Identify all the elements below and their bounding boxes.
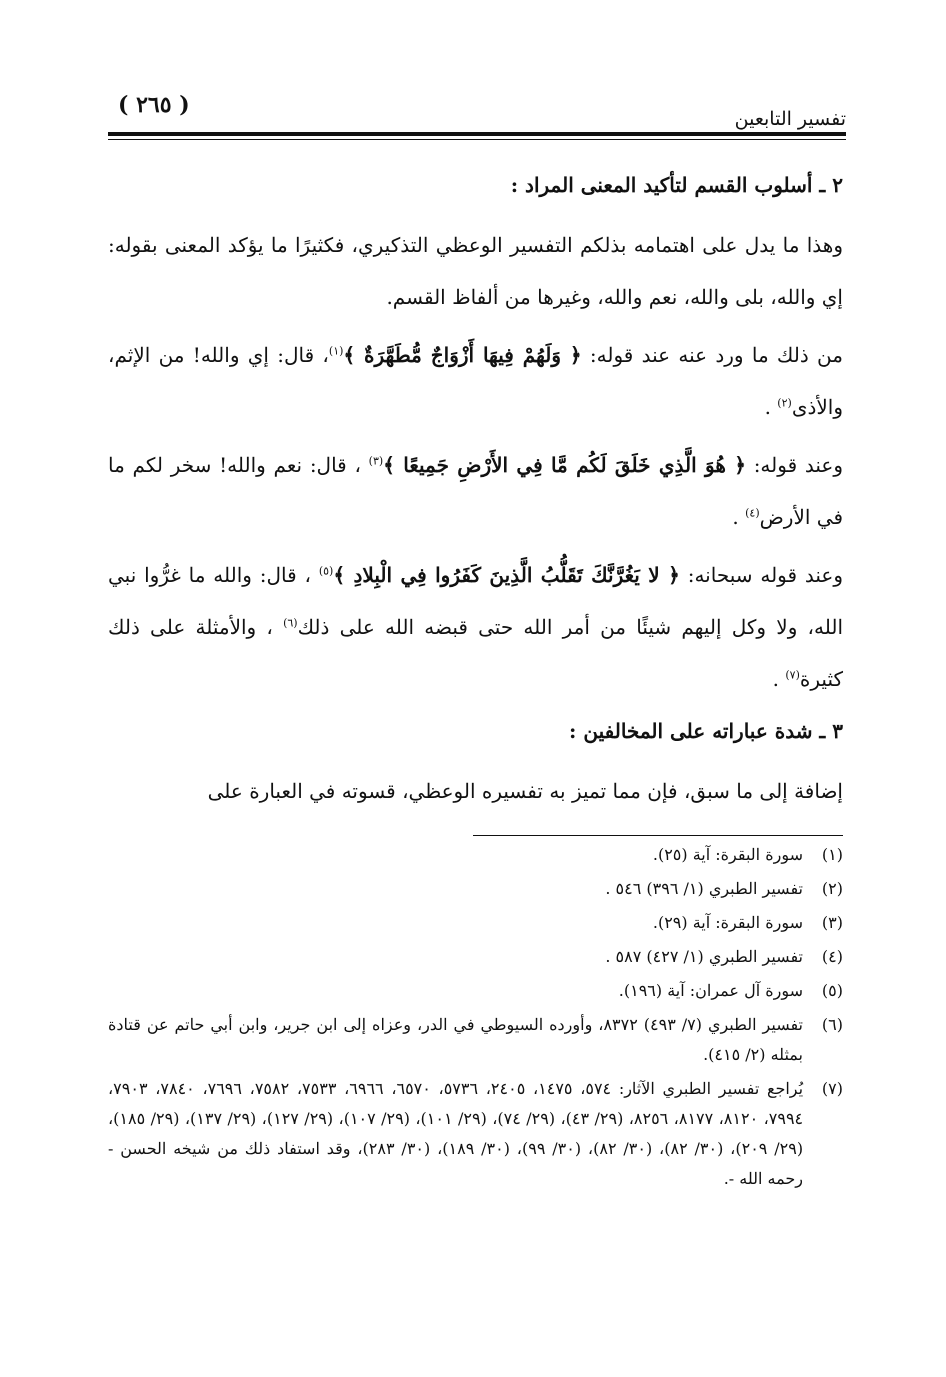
footnote-ref: (٣): [368, 454, 384, 468]
footnote-number: (٢): [821, 879, 843, 898]
footnote: [108, 942, 843, 972]
paragraph-4-lead: وعند قوله سبحانه:: [687, 563, 844, 587]
footnote-number: (٤): [821, 947, 843, 966]
section-heading-2: ٢ ـ أسلوب القسم لتأكيد المعنى المراد :: [510, 173, 843, 197]
paragraph-3-lead: وعند قوله:: [753, 453, 843, 477]
footnote-text: تفسير الطبري (١/ ٣٩٦) ٥٤٦ .: [605, 879, 803, 898]
footnote-ref: (٢): [777, 396, 792, 410]
paragraph-4-text-2: ، والأمثلة على ذلك كثيرة: [108, 615, 843, 691]
footnote: [108, 840, 843, 870]
paragraph-5: إضافة إلى ما سبق، فإن مما تميز به تفسيره الوعظي، قسوته في العبارة على: [207, 779, 843, 803]
footnote: [108, 874, 843, 904]
footnote-text: سورة البقرة: آية (٢٥).: [652, 845, 803, 864]
header-rule: [108, 132, 846, 136]
footnotes: [108, 840, 843, 1198]
footnote-number: (١): [821, 845, 843, 864]
footnote-rule: [473, 835, 843, 836]
footnote-ref: (٤): [745, 506, 760, 520]
footnote-text: سورة آل عمران: آية (١٩٦).: [618, 981, 803, 1000]
footnote-number: (٦): [821, 1015, 843, 1034]
footnote-text: تفسير الطبري (٧/ ٤٩٣) ٨٣٧٢، وأورده السيوطي في الدر، وعزاه إلى ابن جرير، وابن أبي حاتم عن قتادة بمثله (٢/ ٤١٥).: [108, 1015, 804, 1064]
paragraph-4-text: ، قال: والله ما غرُّوا نبي الله، ولا وكل إليهم شيئًا من أمر الله حتى قبضه الله على ذلك: [108, 563, 843, 639]
section-heading-3: ٣ ـ شدة عباراته على المخالفين :: [569, 719, 843, 743]
footnote: [108, 976, 843, 1006]
footnote-text: سورة البقرة: آية (٢٩).: [652, 913, 803, 932]
footnote: [108, 908, 843, 938]
paragraph-2-tail: .: [764, 395, 778, 419]
header-rule-thin: [108, 139, 846, 140]
footnote-ref: (٥): [318, 564, 334, 578]
footnote-number: (٣): [821, 913, 843, 932]
footnote-ref: (٧): [785, 668, 800, 682]
running-title: تفسير التابعين: [734, 108, 846, 130]
paragraph-3-text: ، قال: نعم والله! سخر لكم ما في الأرض: [108, 453, 843, 529]
footnote-text: تفسير الطبري (١/ ٤٢٧) ٥٨٧ .: [605, 947, 803, 966]
footnote-number: (٧): [821, 1079, 843, 1098]
quran-verse: ﴿ هُوَ الَّذِي خَلَقَ لَكُم مَّا فِي الأَرْضِ جَمِيعًا ﴾: [383, 453, 746, 477]
footnote-text: يُراجع تفسير الطبري الآثار: ٥٧٤، ١٤٧٥، ٢٤٠٥، ٥٧٣٦، ٦٥٧٠، ٦٩٦٦، ٧٥٣٣، ٧٥٨٢، ٧٦٩٦، ٧٨٤٠، ٧٩٠٣، ٧٩٩٤، ٨١٢٠، ٨١٧٧، ٨٢٥٦، (٢٩/ ٤٣)، (٢٩/ ٧٤)، (٢٩/ ١٠١)، (٢٩/ ١٠٧)، (٢٩/ ١٢٧)، (٢٩/ ١٣٧)، (٢٩/ ١٨٥)، (٢٩/ ٢٠٩)، (٣٠/ ٨٢)، (٣٠/ ٨٢)، (٣٠/ ٩٩)، (٣٠/ ١٨٩)، (٣٠/ ٢٨٣)، وقد استفاد ذلك من شيخه الحسن - رحمه الله -.: [108, 1079, 804, 1188]
footnote-ref: (٦): [283, 616, 298, 630]
paragraph-4-tail: .: [772, 667, 786, 691]
footnote-number: (٥): [821, 981, 843, 1000]
paragraph-2-lead: من ذلك ما ورد عنه عند قوله:: [589, 343, 843, 367]
footnote-ref: (١): [328, 344, 344, 358]
page-number: ( ٢٦٥ ): [118, 92, 190, 118]
quran-verse: ﴿ لا يَغُرَّنَّكَ تَقَلُّبُ الَّذِينَ كَفَرُوا فِي الْبِلادِ ﴾: [333, 563, 680, 587]
paragraph-4: [108, 549, 843, 705]
paragraph-2: [108, 329, 843, 433]
main-text: [108, 165, 843, 823]
footnote: [108, 1074, 843, 1194]
page-header: [108, 88, 846, 138]
paragraph-1: وهذا ما يدل على اهتمامه بذلكم التفسير الوعظي التذكيري، فكثيرًا ما يؤكد المعنى بقوله: إي والله، بلى والله، نعم والله، وغيرها من ألفاظ القسم.: [108, 233, 843, 309]
paragraph-3-tail: .: [732, 505, 746, 529]
quran-verse: ﴿ وَلَهُمْ فِيهَا أَزْوَاجٌ مُّطَهَّرَةٌ ﴾: [343, 343, 582, 367]
paragraph-3: [108, 439, 843, 543]
paragraph-2-text: ، قال: إي والله! من الإثم، والأذى: [108, 343, 843, 419]
footnote: [108, 1010, 843, 1070]
